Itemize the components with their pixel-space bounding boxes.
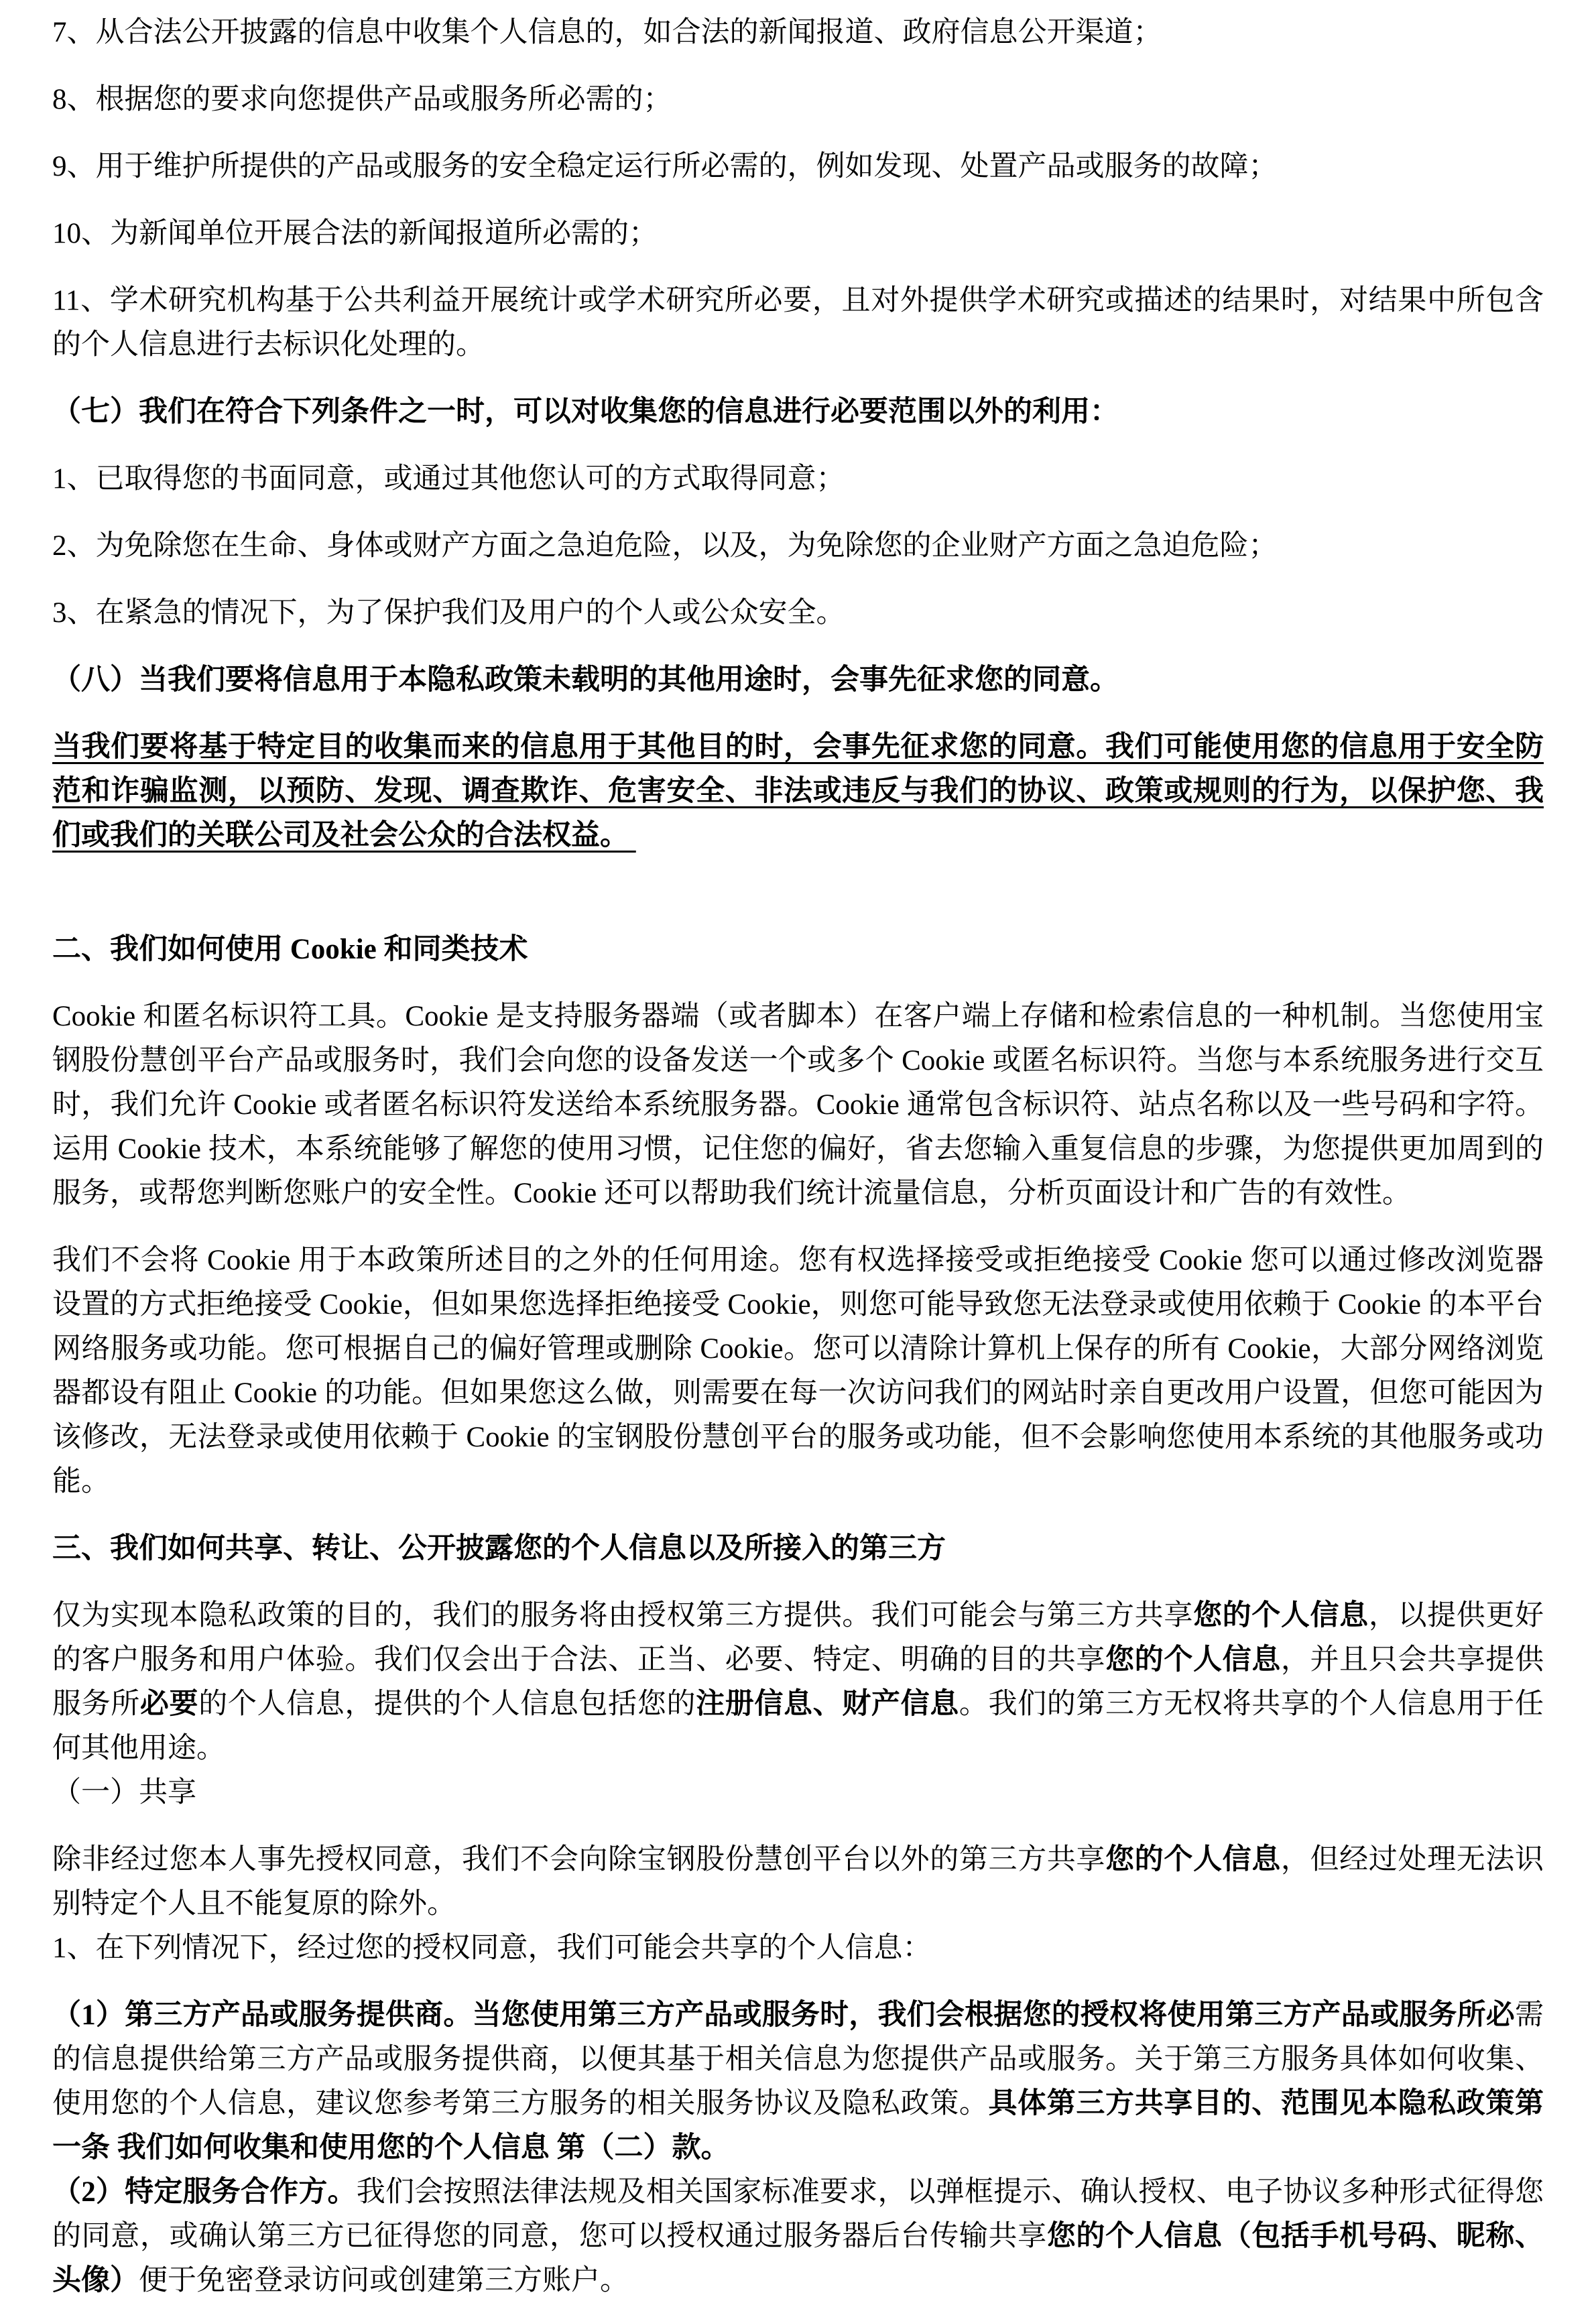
section-3-heading: 三、我们如何共享、转让、公开披露您的个人信息以及所接入的第三方 xyxy=(52,1533,946,1564)
third-party-provider-paragraph: （1）第三方产品或服务提供商。当您使用第三方产品或服务时，我们会根据您的授权将使用第三方产品或服务所必需的信息提供给第三方产品或服务提供商，以便其基于相关信息为您提供产品或服务。关于第三方服务具体如何收集、使用您的个人信息，建议您参考第三方服务的相关服务协议及隐私政策。具体第三方共享目的、范围见本隐私政策第一条 我们如何收集和使用您的个人信息 第（二）款。 xyxy=(52,1999,1544,2164)
special-purpose-underlined-note: 当我们要将基于特定目的收集而来的信息用于其他目的时，会事先征求您的同意。我们可能使用您的信息用于安全防范和诈骗监测，以预防、发现、调查欺诈、危害安全、非法或违反与我们的协议、政策或规则的行为，以保护您、我们或我们的关联公司及社会公众的合法权益。 xyxy=(52,731,1544,851)
clause-7-condition-2: 2、为免除您在生命、身体或财产方面之急迫危险，以及，为免除您的企业财产方面之急迫危险； xyxy=(52,530,1278,562)
section-2-heading: 二、我们如何使用 Cookie 和同类技术 xyxy=(52,934,528,965)
sharing-consent-paragraph: 除非经过您本人事先授权同意，我们不会向除宝钢股份慧创平台以外的第三方共享您的个人信息，但经过处理无法识别特定个人且不能复原的除外。 xyxy=(52,1844,1544,1920)
list-item-provide-service: 8、根据您的要求向您提供产品或服务所必需的； xyxy=(52,84,672,115)
list-item-news-report: 10、为新闻单位开展合法的新闻报道所必需的； xyxy=(52,218,658,249)
clause-7-condition-3: 3、在紧急的情况下，为了保护我们及用户的个人或公众安全。 xyxy=(52,597,845,629)
list-item-academic-research: 11、学术研究机构基于公共利益开展统计或学术研究所必要，且对外提供学术研究或描述的结果时，对结果中所包含的个人信息进行去标识化处理的。 xyxy=(52,285,1544,361)
clause-7-heading: （七）我们在符合下列条件之一时，可以对收集您的信息进行必要范围以外的利用： xyxy=(52,396,1119,428)
cookie-choice-paragraph: 我们不会将 Cookie 用于本政策所述目的之外的任何用途。您有权选择接受或拒绝接受 Cookie 您可以通过修改浏览器设置的方式拒绝接受 Cookie，但如果您选择拒绝接受 Cookie，则您可能导致您无法登录或使用依赖于 Cookie 的本平台网络服务或功能。您可根据自己的偏好管理或删除 Cookie。您可以清除计算机上保存的所有 Cookie，大部分网络浏览器都设有阻止 Cookie 的功能。但如果您这么做，则需要在每一次访问我们的网站时亲自更改用户设置，但您可能因为该修改，无法登录或使用依赖于 Cookie 的宝钢股份慧创平台的服务或功能，但不会影响您使用本系统的其他服务或功能。 xyxy=(52,1245,1544,1497)
sharing-subheading: （一）共享 xyxy=(52,1777,196,1808)
cookie-intro-paragraph: Cookie 和匿名标识符工具。Cookie 是支持服务器端（或者脚本）在客户端上存储和检索信息的一种机制。当您使用宝钢股份慧创平台产品或服务时，我们会向您的设备发送一个或多个 Cookie 或匿名标识符。当您与本系统服务进行交互时，我们允许 Cookie 或者匿名标识符发送给本系统服务器。Cookie 通常包含标识符、站点名称以及一些号码和字符。运用 Cookie 技术，本系统能够了解您的使用习惯，记住您的偏好，省去您输入重复信息的步骤，为您提供更加周到的服务，或帮您判断您账户的安全性。Cookie 还可以帮助我们统计流量信息，分析页面设计和广告的有效性。 xyxy=(52,1001,1544,1209)
service-partner-paragraph: （2）特定服务合作方。我们会按照法律法规及相关国家标准要求，以弹框提示、确认授权、电子协议多种形式征得您的同意，或确认第三方已征得您的同意，您可以授权通过服务器后台传输共享您的个人信息（包括手机号码、昵称、头像）便于免密登录访问或创建第三方账户。 xyxy=(52,2176,1544,2296)
clause-8-heading: （八）当我们要将信息用于本隐私政策未载明的其他用途时，会事先征求您的同意。 xyxy=(52,664,1119,696)
sharing-intro-paragraph: 仅为实现本隐私政策的目的，我们的服务将由授权第三方提供。我们可能会与第三方共享您的个人信息，以提供更好的客户服务和用户体验。我们仅会出于合法、正当、必要、特定、明确的目的共享您的个人信息，并且只会共享提供服务所必要的个人信息，提供的个人信息包括您的注册信息、财产信息。我们的第三方无权将共享的个人信息用于任何其他用途。 xyxy=(52,1600,1544,1764)
clause-7-condition-1: 1、已取得您的书面同意，或通过其他您认可的方式取得同意； xyxy=(52,463,845,495)
list-item-safe-operation: 9、用于维护所提供的产品或服务的安全稳定运行所必需的，例如发现、处置产品或服务的故障； xyxy=(52,151,1278,182)
sharing-condition-lead: 1、在下列情况下，经过您的授权同意，我们可能会共享的个人信息： xyxy=(52,1932,932,1964)
list-item-collect-public: 7、从合法公开披露的信息中收集个人信息的，如合法的新闻报道、政府信息公开渠道； xyxy=(52,17,1162,48)
